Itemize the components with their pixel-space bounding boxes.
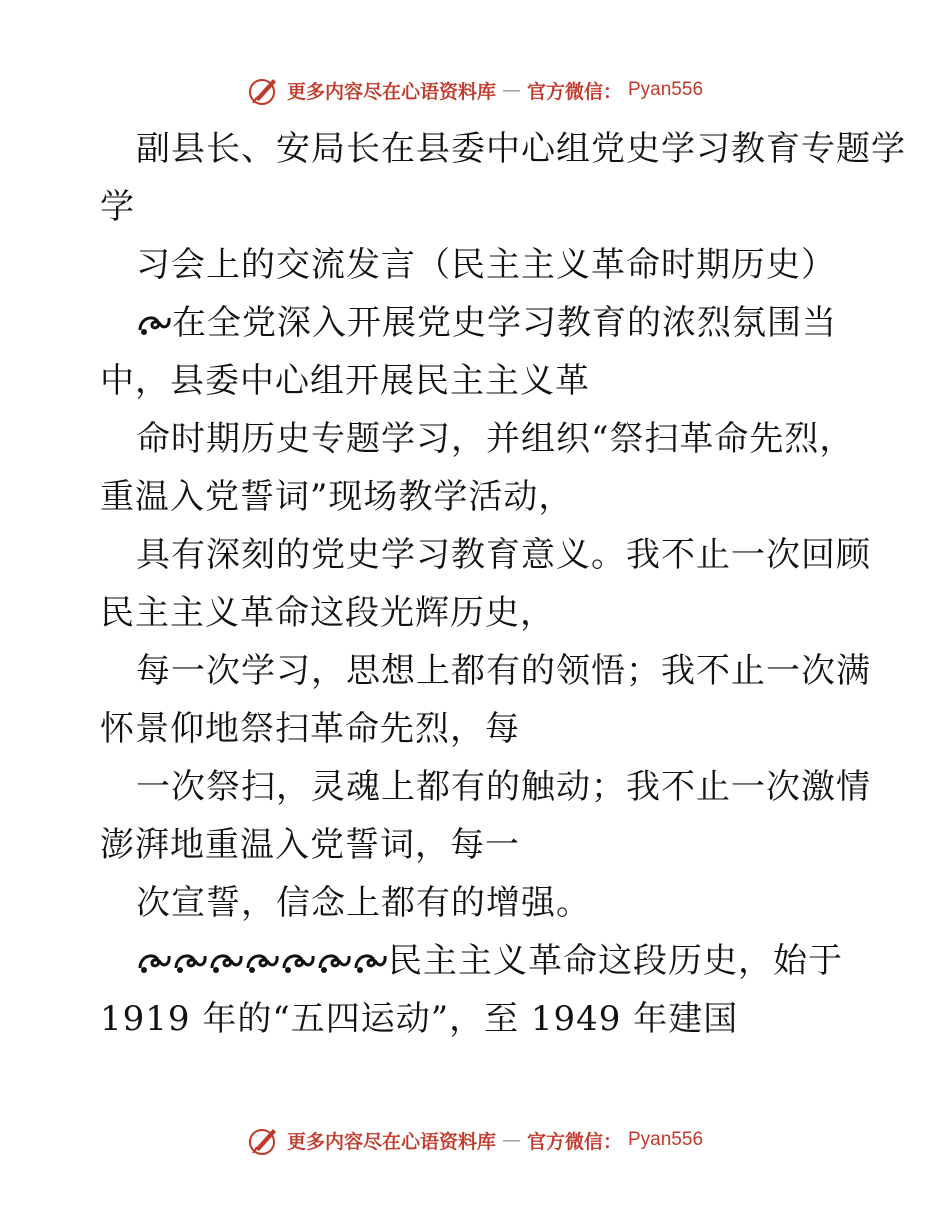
watermark-wechat-id: Pyan556 xyxy=(628,79,704,100)
watermark-wechat-label: 官方微信： xyxy=(526,1130,622,1153)
watermark-main-text: 更多内容尽在心语资料库 xyxy=(286,80,496,103)
swirl-ornament-icon xyxy=(208,946,244,976)
paragraph-line: 次宣誓，信念上都有的增强。 xyxy=(136,883,591,923)
paragraph-line: 命时期历史专题学习，并组织“祭扫革命先烈， xyxy=(136,419,855,459)
swirl-ornament-icon xyxy=(316,946,352,976)
watermark-dash: — xyxy=(501,1129,521,1151)
paragraph-line: 1919 年的“五四运动”，至 1949 年建国 xyxy=(100,999,739,1039)
header-watermark xyxy=(0,70,950,110)
paragraph-text: 在全党深入开展党史学习教育的浓烈氛围当 xyxy=(172,303,837,343)
document-body xyxy=(100,120,906,1048)
paragraph-line xyxy=(100,932,860,990)
swirl-ornament-icon xyxy=(280,946,316,976)
swirl-ornament-icon xyxy=(244,946,280,976)
swirl-ornament-icon xyxy=(136,308,172,338)
swirl-ornament-icon xyxy=(136,946,172,976)
footer-watermark xyxy=(0,1120,950,1160)
paragraph-line: 重温入党誓词”现场教学活动， xyxy=(100,477,574,517)
title-line-3: 习会上的交流发言（民主主义革命时期历史） xyxy=(136,245,836,285)
paragraph-line: 民主主义革命这段光辉历史， xyxy=(100,593,555,633)
watermark-main-text: 更多内容尽在心语资料库 xyxy=(286,1130,496,1153)
paragraph-line: 澎湃地重温入党誓词，每一 xyxy=(100,825,520,865)
watermark-wechat-label: 官方微信： xyxy=(526,80,622,103)
swirl-ornament-icon xyxy=(172,946,208,976)
paragraph-text: 民主主义革命这段历史，始于 xyxy=(388,941,843,981)
paragraph-line: 一次祭扫，灵魂上都有的触动；我不止一次激情 xyxy=(136,767,871,807)
paragraph-line: 每一次学习，思想上都有的领悟；我不止一次满 xyxy=(136,651,871,691)
paragraph-line: 具有深刻的党史学习教育意义。我不止一次回顾 xyxy=(136,535,871,575)
title-line-1: 副县长、安局长在县委中心组党史学习教育专题学 xyxy=(136,129,906,169)
quill-pen-logo-icon xyxy=(247,73,281,107)
paragraph-line: 中，县委中心组开展民主主义革 xyxy=(100,361,590,401)
title-line-2: 学 xyxy=(100,187,135,227)
paragraph-line: 怀景仰地祭扫革命先烈，每 xyxy=(100,709,520,749)
quill-pen-logo-icon xyxy=(247,1123,281,1157)
swirl-ornament-icon xyxy=(352,946,388,976)
watermark-wechat-id: Pyan556 xyxy=(628,1129,704,1150)
watermark-dash: — xyxy=(501,79,521,101)
paragraph-line xyxy=(100,294,860,352)
